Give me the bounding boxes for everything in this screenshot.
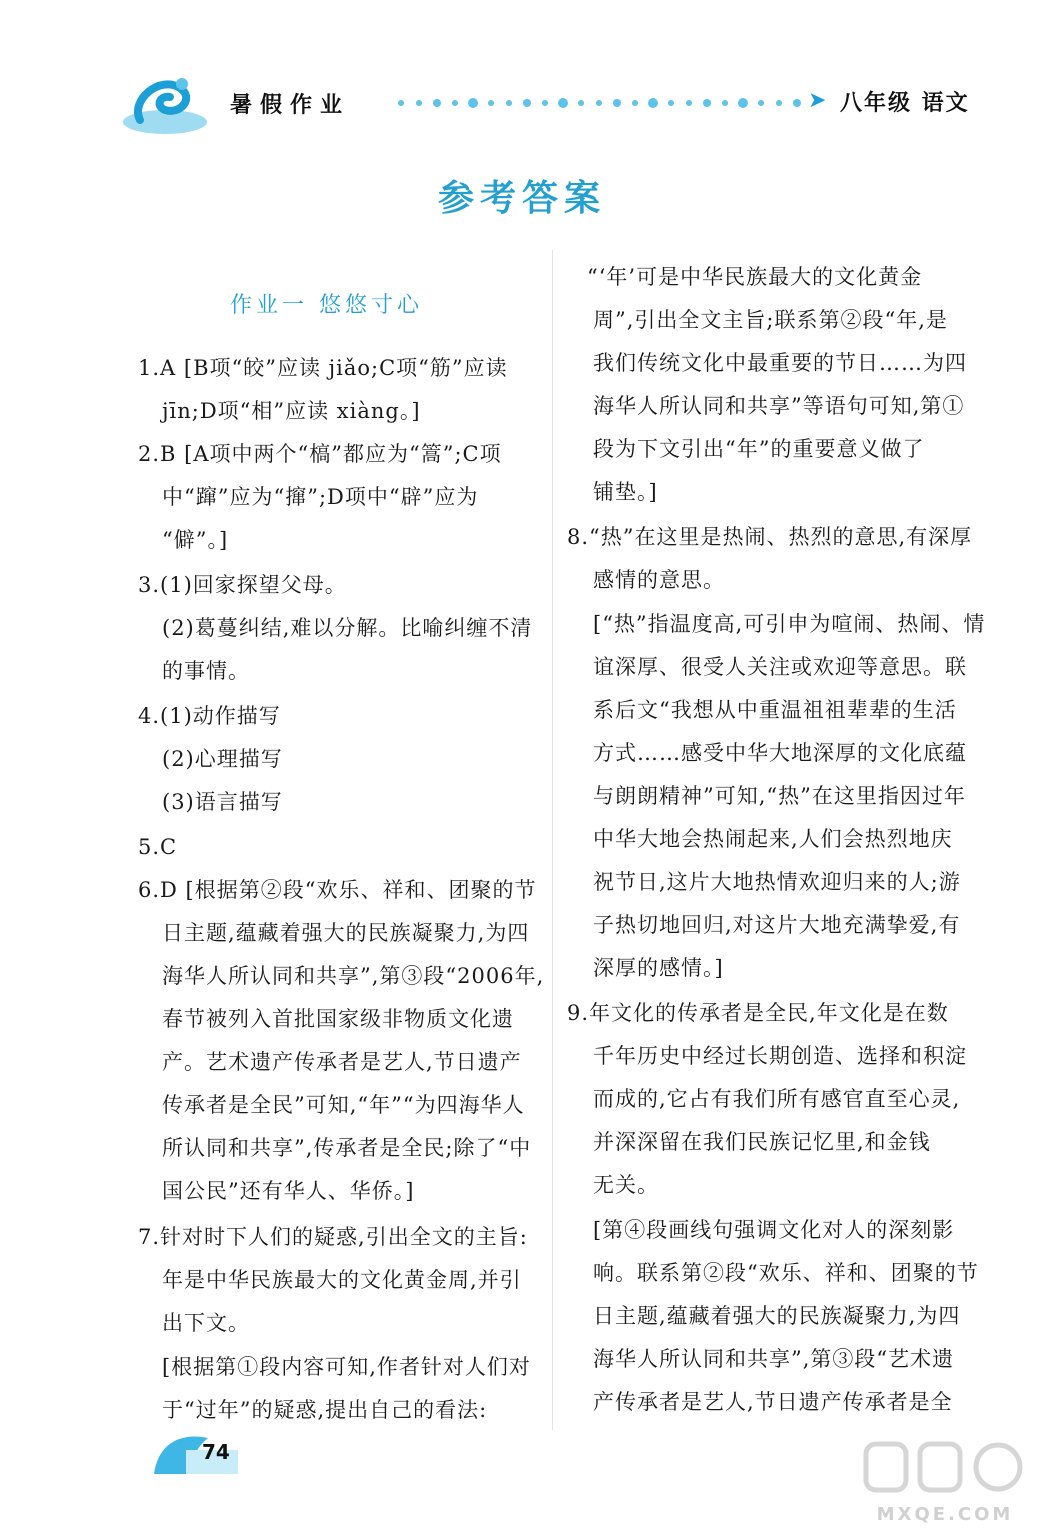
arrow-right-icon: ➤ xyxy=(808,88,827,113)
watermark-logo xyxy=(860,1440,1030,1530)
answer-line: 6.D [根据第②段“欢乐、祥和、团聚的节 xyxy=(138,878,537,902)
answer-line: 子热切地回归,对这片大地充满挚爱,有 xyxy=(593,913,961,937)
answer-line: 7.针对时下人们的疑惑,引出全文的主旨: xyxy=(138,1225,528,1249)
answer-line: 1.A [B项“皎”应读 jiǎo;C项“筋”应读 xyxy=(138,356,508,380)
answer-line: 千年历史中经过长期创造、选择和积淀 xyxy=(593,1044,967,1068)
answer-line: 并深深留在我们民族记忆里,和金钱 xyxy=(593,1130,931,1154)
answer-line: 我们传统文化中最重要的节日……为四 xyxy=(593,351,967,375)
page-header xyxy=(0,60,1044,150)
answer-line: 中华大地会热闹起来,人们会热烈地庆 xyxy=(593,827,953,851)
answer-line: 海华人所认同和共享”,第③段“艺术遗 xyxy=(593,1347,955,1371)
answer-line: 日主题,蕴藏着强大的民族凝聚力,为四 xyxy=(593,1304,961,1328)
answer-line: (3)语言描写 xyxy=(162,790,283,814)
answer-line: 产传承者是艺人,节日遗产传承者是全 xyxy=(593,1390,953,1414)
section-title: 作业一 悠悠寸心 xyxy=(230,293,423,318)
answer-line: 周”,引出全文主旨;联系第②段“年,是 xyxy=(593,308,948,332)
answer-line: 系后文“我想从中重温祖祖辈辈的生活 xyxy=(593,698,957,722)
swirl-logo-icon xyxy=(120,70,220,140)
answer-line: 谊深厚、很受人关注或欢迎等意思。联 xyxy=(593,655,967,679)
answer-line: [根据第①段内容可知,作者针对人们对 xyxy=(162,1355,531,1379)
answer-line: 祝节日,这片大地热情欢迎归来的人;游 xyxy=(593,870,961,894)
answer-line: 铺垫。] xyxy=(593,480,658,504)
answer-line: 出下文。 xyxy=(162,1311,250,1335)
answer-line: 国公民”还有华人、华侨。] xyxy=(162,1179,415,1203)
answer-line: [“热”指温度高,可引申为喧闹、热闹、情 xyxy=(593,612,986,636)
page-number: 74 xyxy=(202,1440,230,1464)
answer-line: 8.“热”在这里是热闹、热烈的意思,有深厚 xyxy=(567,525,973,549)
answer-line: 海华人所认同和共享”等语句可知,第① xyxy=(593,394,965,418)
answer-line: 感情的意思。 xyxy=(593,568,725,592)
answer-line: 产。艺术遗产传承者是艺人,节日遗产 xyxy=(162,1050,522,1074)
answer-line: (2)心理描写 xyxy=(162,747,283,771)
page-title: 参考答案 xyxy=(437,178,606,219)
svg-text:MXQE.COM: MXQE.COM xyxy=(876,1504,1014,1525)
answer-line: (2)葛蔓纠结,难以分解。比喻纠缠不清 xyxy=(162,616,533,640)
brand-title: 暑假作业 xyxy=(230,93,351,118)
answer-line: 年是中华民族最大的文化黄金周,并引 xyxy=(162,1268,522,1292)
answer-line: 响。联系第②段“欢乐、祥和、团聚的节 xyxy=(593,1261,979,1285)
answer-line: 日主题,蕴藏着强大的民族凝聚力,为四 xyxy=(162,921,530,945)
answer-line: 海华人所认同和共享”,第③段“2006年, xyxy=(162,964,545,988)
answer-line: “‘年’可是中华民族最大的文化黄金 xyxy=(587,265,923,289)
answer-line: 与朗朗精神”可知,“热”在这里指因过年 xyxy=(593,784,966,808)
grade-subject-label: 八年级 语文 xyxy=(840,91,970,116)
answer-line: 2.B [A项中两个“槁”都应为“篙”;C项 xyxy=(138,442,502,466)
answer-line: 中“蹿”应为“撺”;D项中“辟”应为 xyxy=(162,485,479,509)
answer-line: 5.C xyxy=(138,835,178,859)
answer-line: 于“过年”的疑惑,提出自己的看法: xyxy=(162,1398,488,1422)
answer-line: 所认同和共享”,传承者是全民;除了“中 xyxy=(162,1136,532,1160)
answer-line: 方式……感受中华大地深厚的文化底蕴 xyxy=(593,741,967,765)
dotted-line-decoration xyxy=(395,96,810,110)
answer-line: 深厚的感情。] xyxy=(593,956,724,980)
answer-line: 春节被列入首批国家级非物质文化遗 xyxy=(162,1007,514,1031)
answer-line: 段为下文引出“年”的重要意义做了 xyxy=(593,437,925,461)
answer-line: 的事情。 xyxy=(162,659,250,683)
answer-line: 传承者是全民”可知,“年”“为四海华人 xyxy=(162,1093,525,1117)
column-divider xyxy=(552,250,553,1430)
answer-line: 3.(1)回家探望父母。 xyxy=(138,573,347,597)
answer-line: 9.年文化的传承者是全民,年文化是在数 xyxy=(567,1001,949,1025)
answer-line: “僻”。] xyxy=(162,528,229,552)
answer-line: [第④段画线句强调文化对人的深刻影 xyxy=(593,1218,955,1242)
answer-line: 而成的,它占有我们所有感官直至心灵, xyxy=(593,1087,961,1111)
answer-line: 无关。 xyxy=(593,1173,659,1197)
answer-line: jīn;D项“相”应读 xiàng。] xyxy=(162,399,421,423)
answer-line: 4.(1)动作描写 xyxy=(138,704,281,728)
